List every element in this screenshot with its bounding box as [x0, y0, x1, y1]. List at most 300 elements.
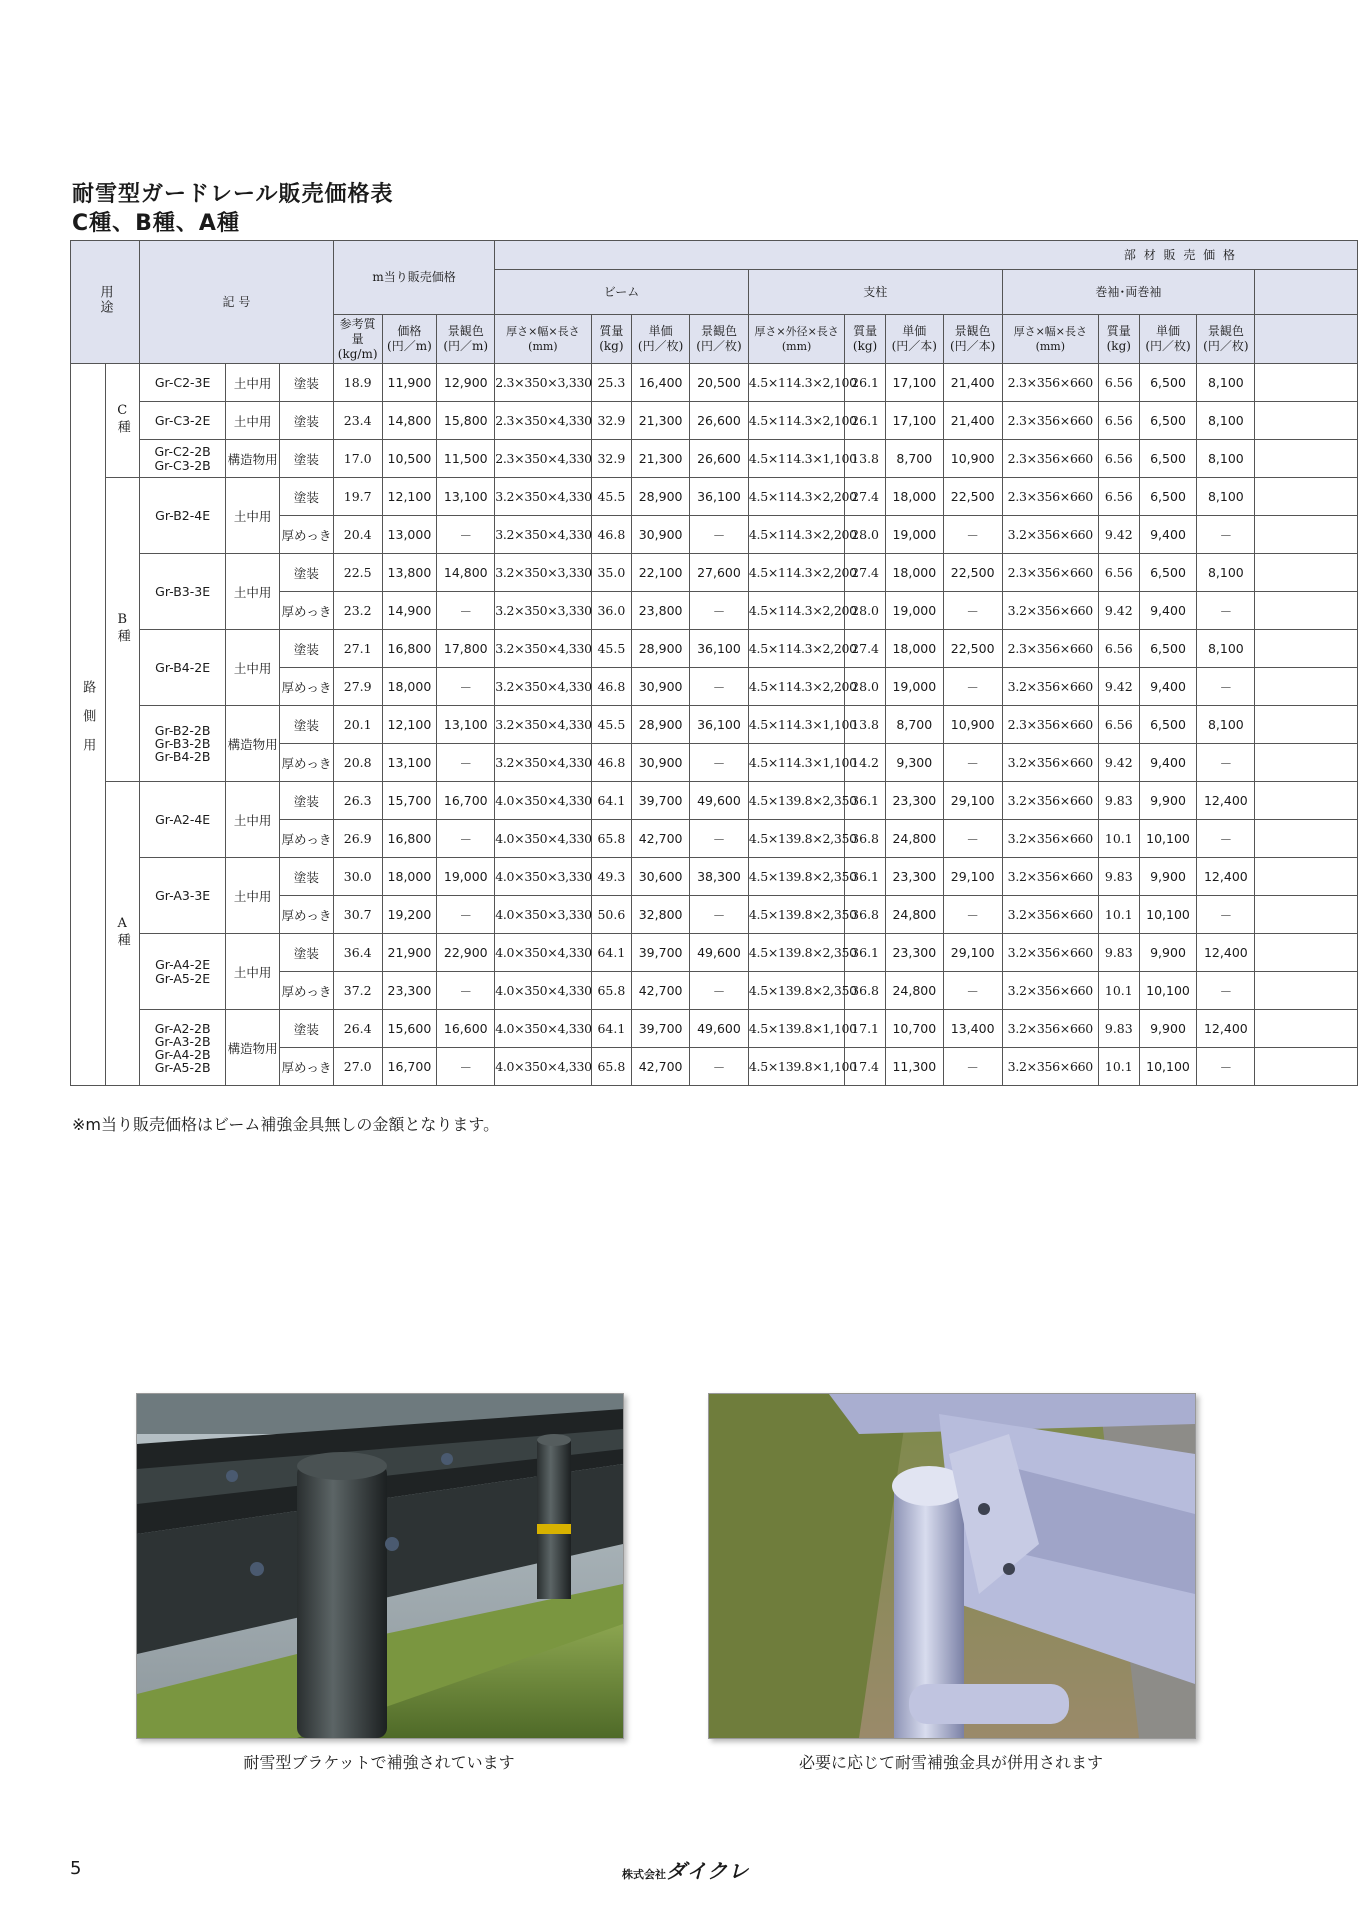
model-code-cell: Gr-C2-3E: [140, 364, 226, 402]
table-cell: 50.6: [591, 896, 632, 934]
symbol-header: 記 号: [140, 241, 334, 364]
table-cell: 12,400: [1197, 782, 1255, 820]
table-cell: 24,800: [885, 896, 943, 934]
table-cell: 9.42: [1099, 516, 1140, 554]
beam-mass-header: 質量 (kg): [591, 315, 632, 364]
table-cell: 42,700: [632, 972, 690, 1010]
post-mass-header: 質量 (kg): [845, 315, 886, 364]
table-cell: 3.2×350×4,330: [495, 516, 591, 554]
table-cell: 19,000: [437, 858, 495, 896]
logo-prefix: 株式会社: [622, 1868, 666, 1881]
table-cell: 30,900: [632, 516, 690, 554]
table-cell: 2.3×350×4,330: [495, 440, 591, 478]
table-cell: 4.0×350×4,330: [495, 972, 591, 1010]
table-cell: 18,000: [382, 858, 437, 896]
table-cell: －: [943, 668, 1002, 706]
model-code-cell: Gr-A2-4E: [140, 782, 226, 858]
table-cell: 22,900: [437, 934, 495, 972]
table-cell: 3.2×350×4,330: [495, 744, 591, 782]
blank-header: [1255, 270, 1358, 315]
beam-color-header: 景観色 (円／枚): [690, 315, 749, 364]
table-cell: －: [437, 516, 495, 554]
wrap-unit-header: 単価 (円／枚): [1139, 315, 1197, 364]
table-cell: 17.1: [845, 1010, 886, 1048]
table-cell: －: [943, 972, 1002, 1010]
table-cell: 16,800: [382, 630, 437, 668]
table-cell: 10,700: [885, 1010, 943, 1048]
blank-header-2: [1255, 315, 1358, 364]
table-cell: 9,400: [1139, 744, 1197, 782]
table-cell: 27,600: [690, 554, 749, 592]
table-cell: 4.5×114.3×2,200: [748, 516, 844, 554]
table-cell: 36.1: [845, 858, 886, 896]
table-cell: 4.5×139.8×2,350: [748, 934, 844, 972]
table-cell: 18,000: [885, 554, 943, 592]
color-m-header: 景観色 (円／m): [437, 315, 495, 364]
table-cell: 9.83: [1099, 934, 1140, 972]
table-cell: 3.2×350×4,330: [495, 478, 591, 516]
table-cell: 17,800: [437, 630, 495, 668]
table-cell: 11,300: [885, 1048, 943, 1086]
table-cell: 29,100: [943, 782, 1002, 820]
price-table: [70, 240, 1358, 1086]
table-cell: 6,500: [1139, 364, 1197, 402]
company-logo: [622, 1855, 749, 1884]
blank-cell: [1255, 1048, 1358, 1086]
model-use-cell: 土中用: [226, 858, 280, 934]
table-cell: 8,100: [1197, 478, 1255, 516]
wrap-dim-header: 厚さ×幅×長さ (mm): [1002, 315, 1098, 364]
caption-right: 必要に応じて耐雪補強金具が併用されます: [798, 1753, 1103, 1772]
table-cell: 14,800: [382, 402, 437, 440]
table-cell: －: [1197, 516, 1255, 554]
table-cell: 13,000: [382, 516, 437, 554]
table-cell: 6,500: [1139, 706, 1197, 744]
guardrail-reinforcement-photo-image: [709, 1394, 1195, 1738]
table-cell: 6.56: [1099, 706, 1140, 744]
table-cell: －: [1197, 744, 1255, 782]
table-cell: 23.4: [333, 402, 382, 440]
table-cell: 36,100: [690, 706, 749, 744]
blank-cell: [1255, 440, 1358, 478]
table-cell: 3.2×356×660: [1002, 744, 1098, 782]
blank-cell: [1255, 402, 1358, 440]
table-cell: 38,300: [690, 858, 749, 896]
grade-cell: C種: [105, 364, 140, 478]
table-cell: 28,900: [632, 630, 690, 668]
table-cell: 22,500: [943, 478, 1002, 516]
table-cell: 2.3×356×660: [1002, 440, 1098, 478]
table-cell: 3.2×350×4,330: [495, 706, 591, 744]
model-use-cell: 土中用: [226, 630, 280, 706]
table-cell: 13.8: [845, 706, 886, 744]
table-cell: 厚めっき: [280, 592, 334, 630]
model-code-cell: Gr-B2-4E: [140, 478, 226, 554]
table-cell: －: [690, 744, 749, 782]
table-cell: 12,100: [382, 706, 437, 744]
table-cell: 28.0: [845, 668, 886, 706]
table-cell: 26.3: [333, 782, 382, 820]
table-cell: －: [1197, 1048, 1255, 1086]
model-code-cell: Gr-A4-2E Gr-A5-2E: [140, 934, 226, 1010]
model-use-cell: 構造物用: [226, 440, 280, 478]
table-cell: 9.42: [1099, 592, 1140, 630]
table-cell: －: [1197, 820, 1255, 858]
wrap-header: 巻袖･両巻袖: [1002, 270, 1255, 315]
table-cell: 30,600: [632, 858, 690, 896]
table-cell: 9,300: [885, 744, 943, 782]
blank-cell: [1255, 1010, 1358, 1048]
table-cell: 塗装: [280, 934, 334, 972]
table-row: [71, 782, 1358, 820]
table-cell: 49,600: [690, 782, 749, 820]
model-use-cell: 土中用: [226, 478, 280, 554]
table-cell: －: [943, 896, 1002, 934]
table-cell: 3.2×350×4,330: [495, 630, 591, 668]
table-cell: 10,100: [1139, 1048, 1197, 1086]
table-cell: 39,700: [632, 1010, 690, 1048]
table-cell: 20.4: [333, 516, 382, 554]
model-code-cell: Gr-A3-3E: [140, 858, 226, 934]
table-cell: 65.8: [591, 972, 632, 1010]
table-cell: 18,000: [382, 668, 437, 706]
table-cell: 4.5×139.8×2,350: [748, 896, 844, 934]
table-row: [71, 630, 1358, 668]
table-cell: 23,300: [885, 858, 943, 896]
table-cell: 17,100: [885, 402, 943, 440]
blank-cell: [1255, 668, 1358, 706]
table-cell: 4.0×350×4,330: [495, 820, 591, 858]
table-cell: 65.8: [591, 820, 632, 858]
table-cell: 36.1: [845, 782, 886, 820]
table-cell: 12,400: [1197, 1010, 1255, 1048]
table-cell: 36,100: [690, 478, 749, 516]
table-cell: 16,400: [632, 364, 690, 402]
table-cell: 20.1: [333, 706, 382, 744]
table-cell: 23,800: [632, 592, 690, 630]
table-cell: 12,100: [382, 478, 437, 516]
table-cell: 16,600: [437, 1010, 495, 1048]
table-cell: 6.56: [1099, 554, 1140, 592]
table-cell: 6.56: [1099, 478, 1140, 516]
grade-cell: B種: [105, 478, 140, 782]
table-cell: 塗装: [280, 706, 334, 744]
table-cell: 10.1: [1099, 972, 1140, 1010]
usage-header: 用途: [71, 241, 140, 364]
post-header: 支柱: [748, 270, 1002, 315]
table-cell: 64.1: [591, 934, 632, 972]
table-cell: 2.3×356×660: [1002, 706, 1098, 744]
table-cell: 8,100: [1197, 554, 1255, 592]
table-cell: 13.8: [845, 440, 886, 478]
table-cell: 6.56: [1099, 364, 1140, 402]
table-row: [71, 858, 1358, 896]
table-cell: 6,500: [1139, 402, 1197, 440]
table-cell: 塗装: [280, 782, 334, 820]
table-cell: 2.3×356×660: [1002, 478, 1098, 516]
table-cell: 23,300: [885, 934, 943, 972]
price-table-body: [71, 364, 1358, 1086]
table-cell: －: [943, 516, 1002, 554]
table-cell: 厚めっき: [280, 820, 334, 858]
table-cell: 17.0: [333, 440, 382, 478]
table-cell: 4.5×114.3×1,100: [748, 440, 844, 478]
table-cell: 21,900: [382, 934, 437, 972]
table-cell: 26,600: [690, 402, 749, 440]
table-cell: 4.5×139.8×2,350: [748, 972, 844, 1010]
table-cell: 30.7: [333, 896, 382, 934]
table-cell: 3.2×356×660: [1002, 858, 1098, 896]
table-cell: 4.0×350×4,330: [495, 1048, 591, 1086]
table-cell: 46.8: [591, 744, 632, 782]
table-cell: 塗装: [280, 554, 334, 592]
table-cell: 4.5×114.3×2,200: [748, 592, 844, 630]
table-row: [71, 706, 1358, 744]
caption-left: 耐雪型ブラケットで補強されています: [243, 1753, 515, 1772]
blank-cell: [1255, 364, 1358, 402]
table-row: [71, 402, 1358, 440]
table-cell: 30.0: [333, 858, 382, 896]
photo-reinforcement: [708, 1393, 1196, 1739]
beam-unit-header: 単価 (円／枚): [632, 315, 690, 364]
wrap-color-header: 景観色 (円／枚): [1197, 315, 1255, 364]
table-cell: 17.4: [845, 1048, 886, 1086]
table-cell: 9,900: [1139, 782, 1197, 820]
table-cell: －: [690, 820, 749, 858]
table-cell: 28,900: [632, 706, 690, 744]
page-title: [72, 180, 394, 238]
beam-dim-header: 厚さ×幅×長さ (mm): [495, 315, 591, 364]
table-cell: 15,800: [437, 402, 495, 440]
table-cell: 厚めっき: [280, 1048, 334, 1086]
table-cell: 26.1: [845, 364, 886, 402]
table-cell: 22,500: [943, 554, 1002, 592]
table-cell: 45.5: [591, 706, 632, 744]
table-cell: －: [437, 592, 495, 630]
table-cell: 3.2×356×660: [1002, 668, 1098, 706]
table-cell: 塗装: [280, 364, 334, 402]
table-cell: －: [437, 1048, 495, 1086]
table-cell: 8,700: [885, 440, 943, 478]
table-cell: 49,600: [690, 1010, 749, 1048]
table-cell: 3.2×356×660: [1002, 972, 1098, 1010]
table-cell: 8,100: [1197, 402, 1255, 440]
table-cell: 4.5×139.8×2,350: [748, 858, 844, 896]
table-cell: 3.2×350×4,330: [495, 668, 591, 706]
model-use-cell: 構造物用: [226, 706, 280, 782]
table-cell: 4.5×114.3×2,200: [748, 668, 844, 706]
blank-cell: [1255, 478, 1358, 516]
table-cell: 12,400: [1197, 934, 1255, 972]
table-cell: 30,900: [632, 744, 690, 782]
table-row: [71, 440, 1358, 478]
table-cell: －: [1197, 972, 1255, 1010]
mass-ref-header: 参考質量 (kg/m): [333, 315, 382, 364]
table-cell: 4.5×114.3×1,100: [748, 706, 844, 744]
table-cell: 厚めっき: [280, 972, 334, 1010]
table-cell: 64.1: [591, 1010, 632, 1048]
table-cell: 8,100: [1197, 440, 1255, 478]
blank-cell: [1255, 782, 1358, 820]
table-cell: 厚めっき: [280, 744, 334, 782]
table-cell: 10,900: [943, 440, 1002, 478]
table-cell: 13,100: [382, 744, 437, 782]
table-cell: 26,600: [690, 440, 749, 478]
logo-name: ダイクレ: [666, 1859, 750, 1883]
table-cell: 26.9: [333, 820, 382, 858]
table-cell: 4.5×139.8×1,100: [748, 1048, 844, 1086]
table-cell: 36,100: [690, 630, 749, 668]
table-cell: 28.0: [845, 592, 886, 630]
table-cell: 4.5×139.8×2,350: [748, 782, 844, 820]
table-cell: 28.0: [845, 516, 886, 554]
table-cell: 8,100: [1197, 706, 1255, 744]
table-cell: 塗装: [280, 1010, 334, 1048]
table-cell: 23,300: [382, 972, 437, 1010]
table-cell: 28,900: [632, 478, 690, 516]
table-cell: 21,300: [632, 440, 690, 478]
table-cell: 3.2×356×660: [1002, 516, 1098, 554]
wrap-mass-header: 質量 (kg): [1099, 315, 1140, 364]
table-cell: 14.2: [845, 744, 886, 782]
table-cell: 10.1: [1099, 1048, 1140, 1086]
table-cell: 3.2×356×660: [1002, 934, 1098, 972]
table-cell: 厚めっき: [280, 668, 334, 706]
table-cell: 42,700: [632, 1048, 690, 1086]
table-cell: 9.42: [1099, 668, 1140, 706]
table-cell: 39,700: [632, 782, 690, 820]
table-cell: 塗装: [280, 402, 334, 440]
table-cell: 29,100: [943, 934, 1002, 972]
beam-header: ビーム: [495, 270, 749, 315]
table-cell: 11,900: [382, 364, 437, 402]
blank-cell: [1255, 592, 1358, 630]
title-line-1: 耐雪型ガードレール販売価格表: [72, 182, 394, 207]
photo-snow-bracket: [136, 1393, 624, 1739]
table-cell: 22.5: [333, 554, 382, 592]
model-code-cell: Gr-C2-2B Gr-C3-2B: [140, 440, 226, 478]
blank-cell: [1255, 820, 1358, 858]
table-cell: 30,900: [632, 668, 690, 706]
table-cell: 2.3×356×660: [1002, 630, 1098, 668]
table-cell: －: [437, 972, 495, 1010]
table-cell: 塗装: [280, 478, 334, 516]
blank-cell: [1255, 934, 1358, 972]
title-line-2: C種、B種、A種: [72, 211, 240, 236]
table-cell: 4.5×114.3×2,200: [748, 554, 844, 592]
table-cell: 4.0×350×4,330: [495, 934, 591, 972]
table-cell: 3.2×356×660: [1002, 896, 1098, 934]
table-cell: 21,400: [943, 364, 1002, 402]
footnote: ※m当り販売価格はビーム補強金具無しの金額となります。: [72, 1115, 500, 1134]
table-row: [71, 1010, 1358, 1048]
table-cell: 4.5×114.3×2,100: [748, 402, 844, 440]
table-cell: 6.56: [1099, 630, 1140, 668]
table-cell: 17,100: [885, 364, 943, 402]
table-cell: 19,000: [885, 592, 943, 630]
table-cell: 6.56: [1099, 440, 1140, 478]
table-cell: 19.7: [333, 478, 382, 516]
table-cell: －: [437, 668, 495, 706]
table-cell: 6,500: [1139, 440, 1197, 478]
table-cell: 27.0: [333, 1048, 382, 1086]
model-code-cell: Gr-B4-2E: [140, 630, 226, 706]
table-cell: 27.9: [333, 668, 382, 706]
table-cell: 49,600: [690, 934, 749, 972]
table-cell: 8,100: [1197, 364, 1255, 402]
table-cell: 23.2: [333, 592, 382, 630]
table-cell: 37.2: [333, 972, 382, 1010]
table-cell: 46.8: [591, 516, 632, 554]
table-row: [71, 478, 1358, 516]
table-cell: 4.0×350×3,330: [495, 896, 591, 934]
model-use-cell: 土中用: [226, 782, 280, 858]
table-cell: －: [1197, 896, 1255, 934]
parts-header: 部 材 販 売 価 格: [495, 241, 1358, 270]
table-row: [71, 554, 1358, 592]
table-cell: 6,500: [1139, 554, 1197, 592]
table-cell: 29,100: [943, 858, 1002, 896]
table-cell: 厚めっき: [280, 896, 334, 934]
table-cell: 14,900: [382, 592, 437, 630]
table-cell: 12,900: [437, 364, 495, 402]
blank-cell: [1255, 630, 1358, 668]
table-cell: 10,100: [1139, 820, 1197, 858]
blank-cell: [1255, 706, 1358, 744]
table-cell: 36.8: [845, 972, 886, 1010]
table-cell: 4.5×114.3×2,100: [748, 364, 844, 402]
table-cell: 64.1: [591, 782, 632, 820]
table-cell: 16,700: [382, 1048, 437, 1086]
table-cell: 6,500: [1139, 478, 1197, 516]
post-dim-header: 厚さ×外径×長さ (mm): [748, 315, 844, 364]
blank-cell: [1255, 516, 1358, 554]
table-cell: 塗装: [280, 858, 334, 896]
table-cell: －: [690, 592, 749, 630]
table-cell: 4.5×114.3×2,200: [748, 630, 844, 668]
table-cell: 2.3×356×660: [1002, 364, 1098, 402]
table-cell: 10,500: [382, 440, 437, 478]
table-cell: 6,500: [1139, 630, 1197, 668]
table-cell: 19,000: [885, 668, 943, 706]
table-cell: 3.2×350×3,330: [495, 592, 591, 630]
table-cell: 27.4: [845, 478, 886, 516]
model-use-cell: 土中用: [226, 554, 280, 630]
usage-road-cell: 路側用: [71, 364, 106, 1086]
table-cell: 13,100: [437, 706, 495, 744]
table-cell: 36.8: [845, 820, 886, 858]
table-cell: －: [943, 744, 1002, 782]
table-cell: 10.1: [1099, 820, 1140, 858]
table-cell: －: [437, 896, 495, 934]
blank-cell: [1255, 858, 1358, 896]
blank-cell: [1255, 896, 1358, 934]
table-cell: －: [943, 1048, 1002, 1086]
table-cell: 13,400: [943, 1010, 1002, 1048]
model-code-cell: Gr-B2-2B Gr-B3-2B Gr-B4-2B: [140, 706, 226, 782]
table-cell: 21,400: [943, 402, 1002, 440]
table-cell: 22,100: [632, 554, 690, 592]
table-cell: 2.3×356×660: [1002, 402, 1098, 440]
table-cell: 24,800: [885, 820, 943, 858]
table-cell: －: [943, 820, 1002, 858]
table-cell: 25.3: [591, 364, 632, 402]
per-m-header: m当り販売価格: [333, 241, 494, 315]
table-row: [71, 934, 1358, 972]
table-cell: 19,000: [885, 516, 943, 554]
table-cell: 18.9: [333, 364, 382, 402]
table-cell: 16,800: [382, 820, 437, 858]
